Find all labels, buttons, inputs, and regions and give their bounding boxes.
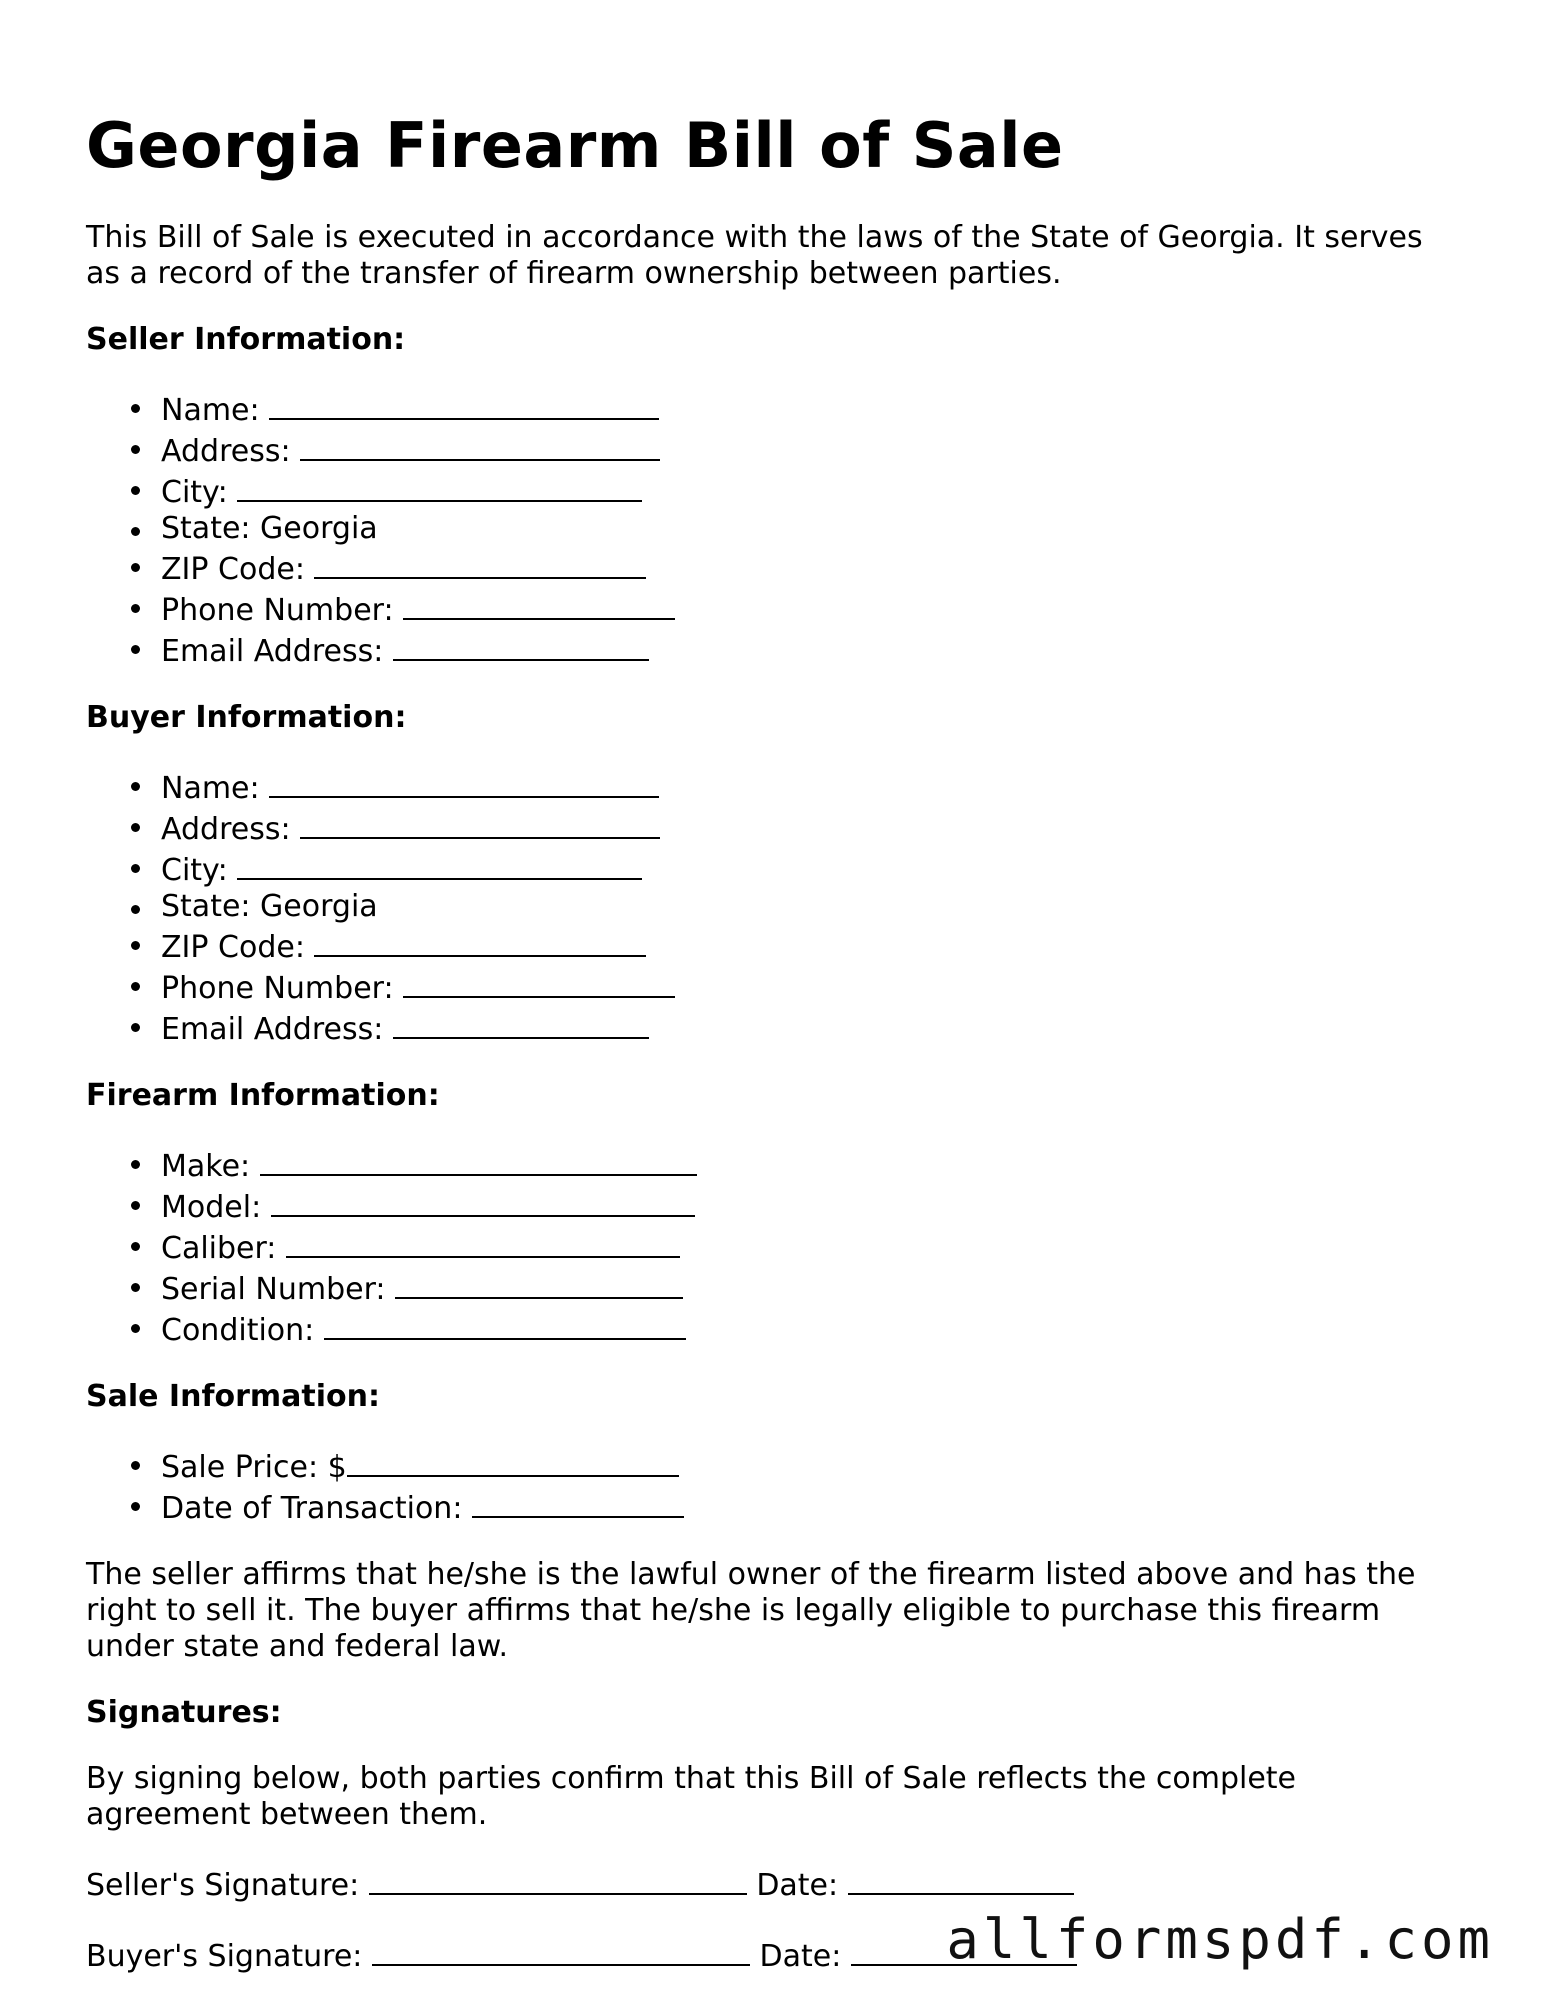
seller-name-line[interactable] xyxy=(269,388,659,420)
buyer-city-field: City: xyxy=(86,848,1466,889)
seller-address-field: Address: xyxy=(86,429,1466,470)
sale-date-field: Date of Transaction: xyxy=(86,1486,1466,1527)
watermark: allformspdf.com xyxy=(946,1908,1494,1971)
seller-zip-line[interactable] xyxy=(314,547,646,579)
buyer-date-label: Date: xyxy=(759,1939,842,1974)
signatures-paragraph: By signing below, both parties confirm that this Bill of Sale reflects the complete agreement between them. xyxy=(86,1761,1297,1832)
affirmation-paragraph: The seller affirms that he/she is the lawful owner of the firearm listed above and has the right to sell it. The buyer affirms that he/she is legally eligible to purchase this firearm under state and federal law. xyxy=(86,1557,1416,1664)
buyer-city-line[interactable] xyxy=(237,848,642,880)
buyer-signature-label: Buyer's Signature: xyxy=(86,1939,363,1974)
seller-signature-label: Seller's Signature: xyxy=(86,1868,360,1903)
buyer-email-field: Email Address: xyxy=(86,1007,1466,1048)
buyer-phone-field: Phone Number: xyxy=(86,966,1466,1007)
seller-state-field: State: Georgia xyxy=(86,511,1466,547)
buyer-zip-field: ZIP Code: xyxy=(86,925,1466,966)
firearm-caliber-line[interactable] xyxy=(286,1226,680,1258)
buyer-zip-line[interactable] xyxy=(314,925,646,957)
sale-date-line[interactable] xyxy=(472,1486,684,1518)
document-page xyxy=(86,104,1466,1975)
seller-zip-field: ZIP Code: xyxy=(86,547,1466,588)
seller-name-field: Name: xyxy=(86,388,1466,429)
firearm-model-field: Model: xyxy=(86,1185,1466,1226)
seller-signature-line[interactable] xyxy=(369,1863,747,1895)
buyer-phone-line[interactable] xyxy=(403,966,675,998)
page-title: Georgia Firearm Bill of Sale xyxy=(86,109,1064,182)
signatures-heading: Signatures: xyxy=(86,1695,282,1730)
buyer-signature-line[interactable] xyxy=(372,1934,750,1966)
buyer-address-field: Address: xyxy=(86,807,1466,848)
seller-email-line[interactable] xyxy=(393,629,649,661)
firearm-condition-field: Condition: xyxy=(86,1308,1466,1349)
seller-signature-row xyxy=(86,1863,1466,1904)
seller-city-line[interactable] xyxy=(237,470,642,502)
buyer-name-field: Name: xyxy=(86,766,1466,807)
seller-email-field: Email Address: xyxy=(86,629,1466,670)
seller-fields xyxy=(86,388,1466,670)
firearm-serial-field: Serial Number: xyxy=(86,1267,1466,1308)
sale-price-field: Sale Price: $ xyxy=(86,1445,1466,1486)
buyer-address-line[interactable] xyxy=(300,807,660,839)
buyer-email-line[interactable] xyxy=(393,1007,649,1039)
firearm-fields xyxy=(86,1144,1466,1349)
seller-date-label: Date: xyxy=(756,1868,839,1903)
firearm-serial-line[interactable] xyxy=(395,1267,683,1299)
firearm-heading: Firearm Information: xyxy=(86,1078,440,1113)
firearm-make-field: Make: xyxy=(86,1144,1466,1185)
intro-paragraph: This Bill of Sale is executed in accordance with the laws of the State of Georgia. It serves as a record of the transfer of firearm ownership between parties. xyxy=(86,220,1423,291)
seller-city-field: City: xyxy=(86,470,1466,511)
firearm-make-line[interactable] xyxy=(260,1144,697,1176)
seller-heading: Seller Information: xyxy=(86,322,406,357)
buyer-name-line[interactable] xyxy=(269,766,659,798)
seller-address-line[interactable] xyxy=(300,429,660,461)
seller-phone-field: Phone Number: xyxy=(86,588,1466,629)
sale-heading: Sale Information: xyxy=(86,1379,380,1414)
seller-date-line[interactable] xyxy=(848,1863,1074,1895)
seller-phone-line[interactable] xyxy=(403,588,675,620)
sale-fields xyxy=(86,1445,1466,1527)
firearm-model-line[interactable] xyxy=(271,1185,695,1217)
sale-price-line[interactable] xyxy=(347,1445,679,1477)
buyer-heading: Buyer Information: xyxy=(86,700,407,735)
firearm-condition-line[interactable] xyxy=(324,1308,686,1340)
buyer-fields xyxy=(86,766,1466,1048)
buyer-state-field: State: Georgia xyxy=(86,889,1466,925)
firearm-caliber-field: Caliber: xyxy=(86,1226,1466,1267)
